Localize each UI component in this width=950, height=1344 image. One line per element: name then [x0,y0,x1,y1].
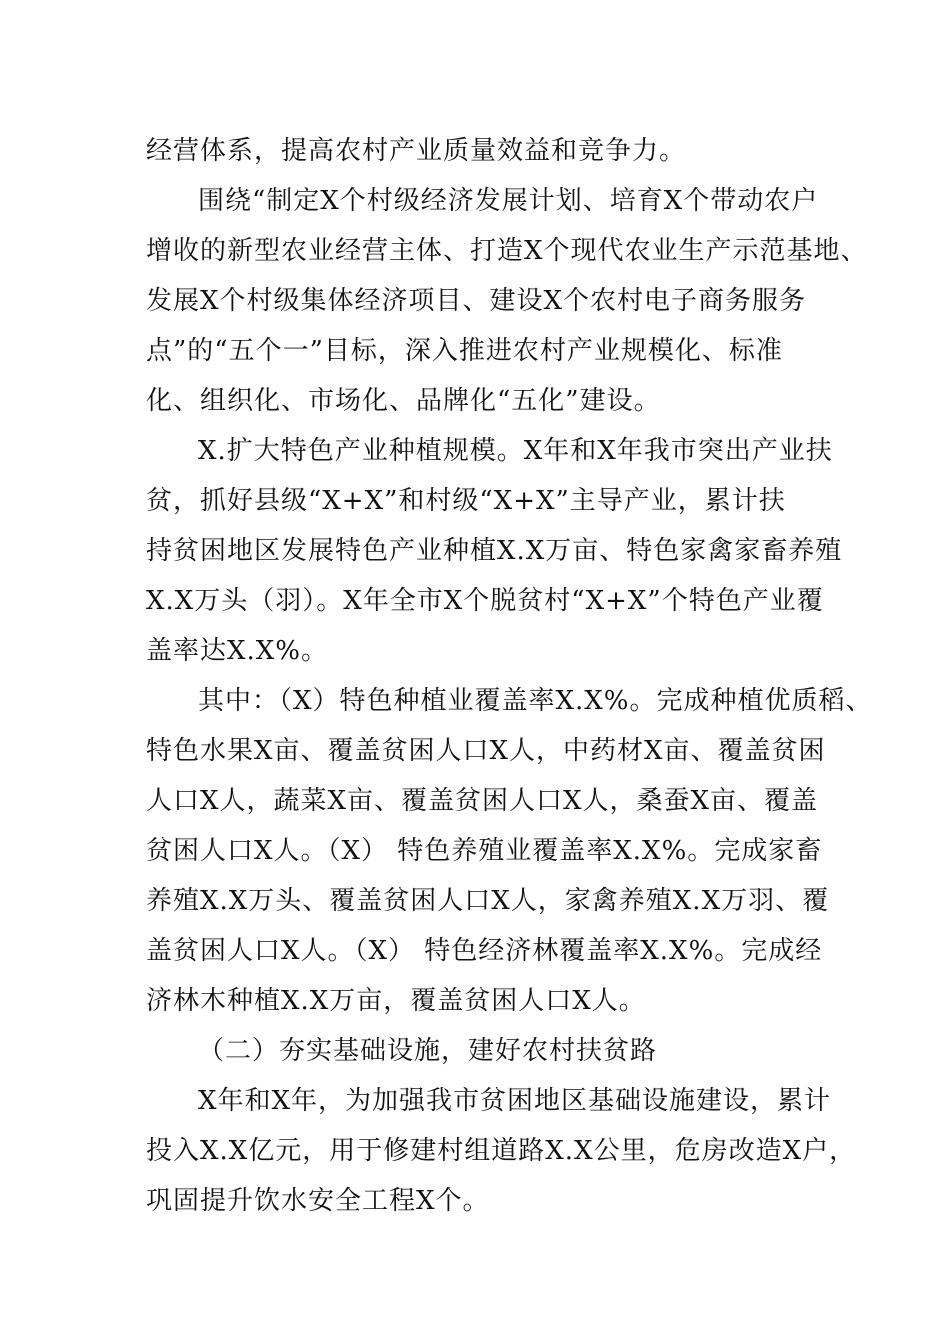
paragraph-line: 特色水果X亩、覆盖贫困人口X人，中药材X亩、覆盖贫困 [146,736,826,766]
paragraph-line: 盖率达X.X%。 [146,636,328,666]
paragraph-line: X年和X年，为加强我市贫困地区基础设施建设，累计 [198,1086,832,1116]
paragraph-line: 经营体系，提高农村产业质量效益和竞争力。 [146,136,687,166]
paragraph-line: 贫，抓好县级“X+X”和村级“X+X”主导产业，累计扶 [146,486,786,516]
paragraph-line: 人口X人，蔬菜X亩、覆盖贫困人口X人，桑蚕X亩、覆盖 [146,786,819,816]
paragraph-line: 投入X.X亿元，用于修建村组道路X.X公里，危房改造X户， [146,1136,857,1166]
paragraph-line: X.X万头（羽）。X年全市X个脱贫村“X+X”个特色产业覆 [146,586,824,616]
paragraph-line: 巩固提升饮水安全工程X个。 [146,1186,490,1216]
paragraph-line: 盖贫困人口X人。（X） 特色经济林覆盖率X.X%。完成经 [146,936,823,966]
paragraph-line: 围绕“制定X个村级经济发展计划、培育X个带动农户 [198,186,819,216]
paragraph-line: 贫困人口X人。（X） 特色养殖业覆盖率X.X%。完成家畜 [146,836,823,866]
paragraph-line: 发展X个村级集体经济项目、建设X个农村电子商务服务 [146,286,807,316]
paragraph-line: 化、组织化、市场化、品牌化“五化”建设。 [146,386,661,416]
paragraph-line: 增收的新型农业经营主体、打造X个现代农业生产示范基地、 [146,236,868,266]
paragraph-line: 点”的“五个一”目标，深入推进农村产业规模化、标准 [146,336,783,366]
paragraph-line: 持贫困地区发展特色产业种植X.X万亩、特色家禽家畜养殖 [146,536,843,566]
paragraph-line: 济林木种植X.X万亩，覆盖贫困人口X人。 [146,986,646,1016]
paragraph-line: 养殖X.X万头、覆盖贫困人口X人，家禽养殖X.X万羽、覆 [146,886,830,916]
section-heading: （二）夯实基础设施，建好农村扶贫路 [198,1036,658,1066]
paragraph-line: 其中：（X）特色种植业覆盖率X.X%。完成种植优质稻、 [198,686,873,716]
paragraph-line: X.扩大特色产业种植规模。X年和X年我市突出产业扶 [198,436,833,466]
